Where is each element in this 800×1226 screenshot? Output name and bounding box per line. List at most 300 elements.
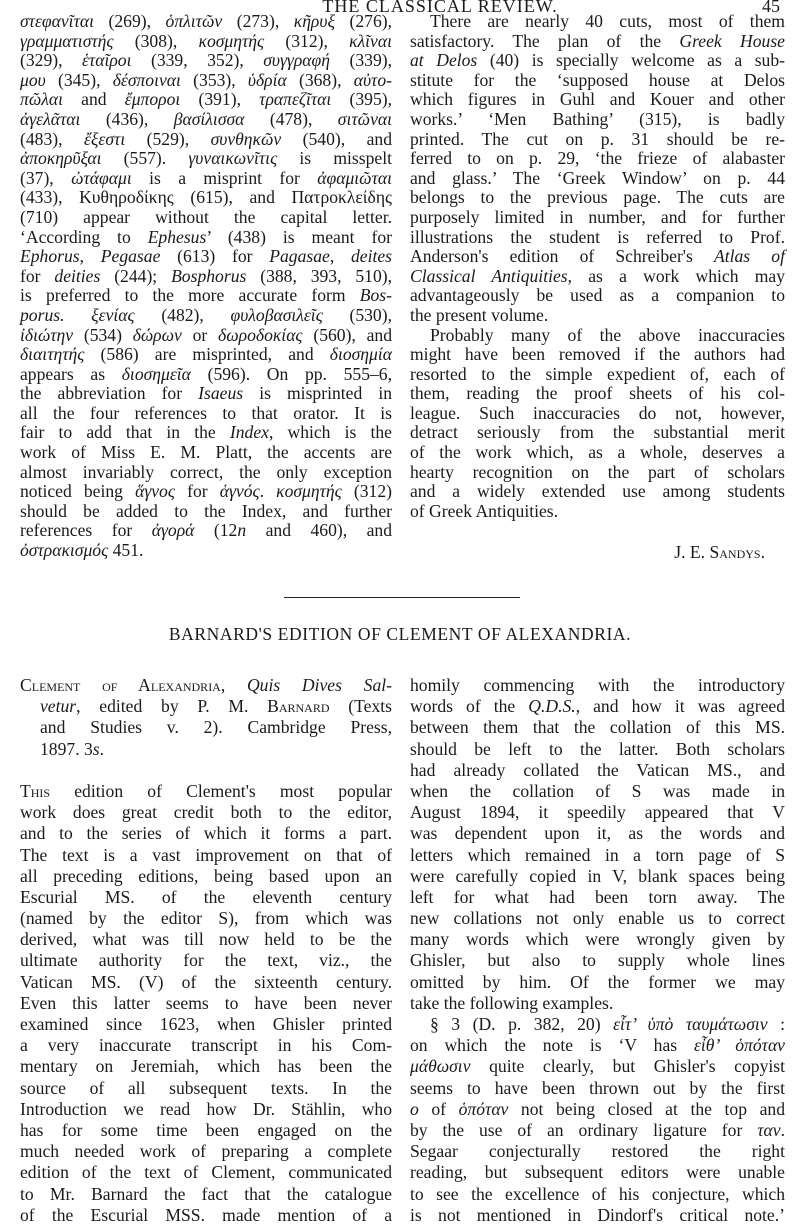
text-line xyxy=(410,463,785,483)
small-caps-run: Clement of Alexandria xyxy=(20,675,221,695)
text-run: and glass.’ The ‘Greek Window’ on p. 44 xyxy=(410,167,785,188)
text-run: belongs to the previous page. The cuts are xyxy=(410,187,785,208)
text-run: (613) for xyxy=(160,246,270,267)
text-line xyxy=(410,169,785,189)
text-run: and a widely extended use among students xyxy=(410,481,785,502)
text-run: , xyxy=(79,246,101,267)
text-line xyxy=(410,1056,785,1077)
text-line xyxy=(410,365,785,385)
text-line xyxy=(20,345,392,365)
text-line xyxy=(410,717,785,738)
signature-block xyxy=(410,543,785,563)
text-line xyxy=(410,823,785,844)
text-line xyxy=(20,1141,392,1162)
text-run: Even this latter seems to have been never xyxy=(20,992,392,1013)
text-line xyxy=(20,1120,392,1141)
text-run: ultimate authority for the text, viz., the xyxy=(20,950,392,971)
italic-run: Pegasae xyxy=(100,246,161,267)
italic-run: Index xyxy=(229,422,269,443)
text-line xyxy=(20,866,392,887)
italic-run: τραπεζῖται xyxy=(259,89,332,110)
text-line xyxy=(410,1014,785,1035)
italic-run: βασίλισσα xyxy=(173,108,245,129)
text-run: (596). On pp. 555–6, xyxy=(190,363,392,384)
text-line xyxy=(410,404,785,424)
text-line xyxy=(20,1205,392,1226)
italic-run: δωροδοκίας xyxy=(218,324,303,345)
italic-run: μου xyxy=(20,69,46,90)
text-run: (339), xyxy=(330,50,393,71)
text-line xyxy=(20,286,392,306)
text-run: 1897. 3 xyxy=(40,738,93,759)
text-run: ‘According to xyxy=(20,226,148,247)
text-run: satisfactory. The plan of the xyxy=(410,30,680,51)
text-run: : xyxy=(767,1014,785,1034)
text-run: § 3 (D. p. 382, 20) xyxy=(430,1014,614,1034)
paragraph xyxy=(20,12,392,561)
text-run: (Texts xyxy=(329,696,392,717)
text-line xyxy=(410,51,785,71)
italic-run: δέσποιναι xyxy=(112,69,181,90)
text-line xyxy=(410,1078,785,1099)
text-run: examined since 1623, when Ghisler printed xyxy=(20,1014,392,1034)
text-run: (534) xyxy=(73,324,133,345)
italic-run: vetur xyxy=(40,696,77,717)
text-run: to see the excellence of his conjecture, which xyxy=(410,1183,785,1204)
text-line xyxy=(20,1035,392,1056)
text-line xyxy=(410,149,785,169)
italic-run: ξενίας xyxy=(91,304,135,325)
text-line xyxy=(20,384,392,404)
text-run: Vatican MS. (V) of the sixteenth century. xyxy=(20,971,392,992)
italic-run: Greek House xyxy=(679,30,785,51)
text-run: has for some time been engaged on the xyxy=(20,1119,392,1140)
text-run: Escurial MS. of the eleventh century xyxy=(20,886,392,907)
paragraph xyxy=(410,326,785,522)
italic-run: Bos- xyxy=(359,285,392,306)
text-line xyxy=(410,345,785,365)
text-run: for xyxy=(175,481,220,502)
text-line xyxy=(410,384,785,404)
text-line xyxy=(20,130,392,150)
text-run: and to the series of which it forms a part. xyxy=(20,823,392,844)
paragraph xyxy=(20,781,392,1226)
text-run: Segaar conjecturally restored the right xyxy=(410,1141,785,1162)
text-run: might have been removed if the authors had xyxy=(410,344,785,365)
text-run: detract seriously from the substantial merit xyxy=(410,422,785,443)
italic-run: ἔμποροι xyxy=(124,89,181,110)
text-run: were carefully copied in V, blank spaces being xyxy=(410,865,785,886)
text-run: work does great credit both to the editor, xyxy=(20,802,392,823)
text-run: (312) xyxy=(341,481,393,502)
text-line xyxy=(20,696,392,717)
text-run: (37), xyxy=(20,167,72,188)
italic-run: αὐτο- xyxy=(353,69,392,90)
text-run: (12 xyxy=(194,520,238,541)
italic-run: κοσμητής xyxy=(276,481,342,502)
italic-run: συνθηκῶν xyxy=(210,128,282,149)
text-line xyxy=(410,887,785,908)
text-line xyxy=(20,1184,392,1205)
italic-run: εἶθ’ ὁπόταν xyxy=(693,1035,785,1056)
text-line xyxy=(410,110,785,130)
text-line xyxy=(410,130,785,150)
text-run: omitted by him. Of the former we may xyxy=(410,971,785,992)
italic-run: γραμματιστής xyxy=(20,30,114,51)
text-line xyxy=(20,717,392,738)
text-line xyxy=(410,286,785,306)
text-line xyxy=(410,950,785,971)
italic-run: n xyxy=(237,520,247,541)
text-run: resorted to the simple expedient of, each of xyxy=(410,363,785,384)
text-run: (276), xyxy=(334,11,393,31)
text-run: stitute for the ‘supposed house at Delos xyxy=(410,69,785,90)
italic-run: φυλοβασιλεῖς xyxy=(230,304,323,325)
text-run: , edited by P. M. xyxy=(76,696,268,717)
text-line xyxy=(20,228,392,248)
italic-run: Atlas of xyxy=(713,246,785,267)
text-run: references for xyxy=(20,520,152,541)
text-run: the abbreviation for xyxy=(20,383,199,404)
text-run: and Studies v. 2). Cambridge Press, xyxy=(40,717,392,738)
text-line xyxy=(20,463,392,483)
text-run: homily commencing with the introductory xyxy=(410,675,785,695)
text-run: of the Escurial MSS. made mention of a xyxy=(20,1204,392,1225)
text-run: (433), Κυθηροδίκης (615), and Πατροκλείδης xyxy=(20,187,392,208)
text-run: advantageously be used as a companion to xyxy=(410,285,785,306)
text-run: seems to have been thrown out by the first xyxy=(410,1077,785,1098)
text-run: , and how it was agreed xyxy=(575,696,785,717)
text-line xyxy=(20,675,392,696)
italic-run: ἅγνος xyxy=(135,481,175,502)
text-line xyxy=(20,908,392,929)
italic-run: εἶτ’ ὑπὸ ταυμάτωσιν xyxy=(613,1014,768,1034)
text-line xyxy=(410,208,785,228)
italic-run: δώρων xyxy=(132,324,182,345)
text-line xyxy=(410,228,785,248)
italic-run: ἀγορά xyxy=(151,520,195,541)
text-line xyxy=(20,1078,392,1099)
text-run: source of all subsequent texts. In the xyxy=(20,1077,392,1098)
text-run: is preferred to the more accurate form xyxy=(20,285,360,306)
italic-run: at Delos xyxy=(410,50,478,71)
text-run: (391), xyxy=(180,89,260,110)
text-run: many words which were wrongly given by xyxy=(410,929,785,950)
text-run: noticed being xyxy=(20,481,136,502)
italic-run: deities xyxy=(54,265,101,286)
text-run: letters which remained in a torn page of S xyxy=(410,844,785,865)
text-run: hearty recognition on the part of scholars xyxy=(410,461,785,482)
text-line xyxy=(20,739,392,760)
text-run: August 1894, it speedily appeared that V xyxy=(410,802,785,823)
text-line xyxy=(20,423,392,443)
text-run: (395), xyxy=(331,89,393,110)
text-run: works.’ ‘Men Bathing’ (315), is badly xyxy=(410,108,785,129)
italic-run: διοσημία xyxy=(329,344,392,365)
text-line xyxy=(410,247,785,267)
text-run: is not mentioned in Dindorf's critical note.’ xyxy=(410,1204,785,1225)
text-line xyxy=(20,90,392,110)
italic-run: ὁπόταν xyxy=(458,1098,509,1119)
text-line xyxy=(20,267,392,287)
text-run: 451. xyxy=(108,540,144,561)
italic-run: Pagasae xyxy=(269,246,330,267)
text-line xyxy=(410,1184,785,1205)
text-line xyxy=(410,267,785,287)
text-line xyxy=(20,482,392,502)
italic-run: Quis Dives Sal- xyxy=(246,675,393,695)
article-right-column xyxy=(410,675,785,1226)
signature: J. E. Sandys. xyxy=(674,542,765,562)
text-run: is misspelt xyxy=(277,148,392,169)
text-run: (345), xyxy=(45,69,113,90)
text-run: , xyxy=(329,246,351,267)
text-run: and 460), and xyxy=(246,520,393,541)
italic-run: ἔξεστι xyxy=(83,128,126,149)
text-line xyxy=(20,993,392,1014)
text-run: , which is the xyxy=(268,422,392,443)
italic-run: Bosphorus xyxy=(171,265,247,286)
italic-run: Classical Antiquities xyxy=(410,265,568,286)
text-line xyxy=(20,188,392,208)
text-run: a very inaccurate transcript in his Com- xyxy=(20,1035,392,1056)
italic-run: Isaeus xyxy=(198,383,244,404)
text-run: new collations not only enable us to correct xyxy=(410,908,785,929)
text-run: (308), xyxy=(113,30,199,51)
text-run: (529), xyxy=(125,128,211,149)
text-run: between them that the collation of this MS. xyxy=(410,717,785,738)
text-run: all preceding editions, being based upon an xyxy=(20,865,392,886)
text-run: (530), xyxy=(322,304,392,325)
text-run: them, reading the proof sheets of his col- xyxy=(410,383,785,404)
text-line xyxy=(410,306,785,326)
text-run: purposely limited in number, and for further xyxy=(410,206,785,227)
text-run: edition of the text of Clement, communicated xyxy=(20,1162,392,1183)
text-line xyxy=(410,1099,785,1120)
italic-run: ὑδρία xyxy=(247,69,287,90)
text-run: all the four references to that orator. It is xyxy=(20,402,392,423)
text-line xyxy=(20,781,392,802)
text-line xyxy=(20,541,392,561)
text-run: should be left to the latter. Both scholars xyxy=(410,738,785,759)
italic-run: διαιτητής xyxy=(20,344,85,365)
text-run: league. Such inaccuracies do not, however, xyxy=(410,402,785,423)
text-run: is misprinted in xyxy=(243,383,393,404)
running-title: THE CLASSICAL REVIEW. xyxy=(322,0,558,16)
text-run: of xyxy=(418,1098,459,1119)
text-line xyxy=(20,208,392,228)
text-line xyxy=(20,306,392,326)
text-line xyxy=(20,71,392,91)
text-line xyxy=(410,188,785,208)
text-run: not being closed at the top and xyxy=(508,1098,785,1119)
italic-run: ο xyxy=(410,1098,419,1119)
text-line xyxy=(410,1035,785,1056)
text-run: (478), xyxy=(244,108,338,129)
text-line xyxy=(410,1120,785,1141)
text-run: fair to add that in the xyxy=(20,422,230,443)
text-run: , xyxy=(220,675,247,695)
text-run: quite clearly, but Ghisler's copyist xyxy=(470,1056,785,1077)
article-title: BARNARD'S EDITION OF CLEMENT OF ALEXANDRIA. xyxy=(168,624,632,644)
text-run: by the use of an ordinary ligature for xyxy=(410,1119,758,1140)
italic-run: ὠτάφαμι xyxy=(71,167,132,188)
text-line xyxy=(410,739,785,760)
text-line xyxy=(20,929,392,950)
text-line xyxy=(410,760,785,781)
text-run: (436), xyxy=(80,108,174,129)
text-line xyxy=(20,149,392,169)
text-line xyxy=(410,972,785,993)
text-run: edition of Clement's most popular xyxy=(50,780,392,801)
text-line xyxy=(20,326,392,346)
italic-run: ταν xyxy=(757,1119,781,1140)
italic-run: σιτῶναι xyxy=(337,108,392,129)
text-line xyxy=(410,12,785,32)
text-line xyxy=(20,169,392,189)
italic-run: ὀστρακισμός xyxy=(20,540,109,561)
text-run: should be added to the Index, and further xyxy=(20,500,392,521)
text-line xyxy=(410,90,785,110)
text-line xyxy=(20,443,392,463)
text-run: work of Miss E. M. Platt, the accents are xyxy=(20,442,392,463)
text-line xyxy=(410,1205,785,1226)
text-run: mentary on Jeremiah, which has been the xyxy=(20,1056,392,1077)
text-line xyxy=(410,908,785,929)
text-run: (244); xyxy=(100,265,172,286)
text-line xyxy=(20,972,392,993)
text-run: of Greek Antiquities. xyxy=(410,500,559,521)
italic-run: γυναικωνῖτις xyxy=(188,148,278,169)
text-run: left for what had been torn away. The xyxy=(410,886,785,907)
text-run: Probably many of the above inaccuracies xyxy=(430,324,785,345)
text-line xyxy=(20,1014,392,1035)
text-run: appears as xyxy=(20,363,122,384)
text-run xyxy=(64,305,91,325)
text-run: (368), xyxy=(286,69,354,90)
italic-run: Ephesus xyxy=(147,226,207,247)
page-number: 45 xyxy=(762,0,780,16)
text-run: (540), and xyxy=(281,128,393,149)
italic-run: s xyxy=(92,738,100,759)
text-run: or xyxy=(181,324,219,345)
text-run: . xyxy=(780,1119,785,1140)
text-line xyxy=(410,781,785,802)
text-line xyxy=(20,404,392,424)
review-right-column xyxy=(410,12,785,521)
italic-run: ἑταῖροι xyxy=(82,50,132,71)
text-line xyxy=(20,12,392,32)
italic-run: κοσμητής xyxy=(198,30,265,51)
text-run: (557). xyxy=(101,148,189,169)
text-line xyxy=(410,326,785,346)
paragraph xyxy=(410,12,785,326)
text-line xyxy=(410,482,785,502)
text-line xyxy=(410,802,785,823)
text-line xyxy=(20,845,392,866)
text-run: (353), xyxy=(180,69,248,90)
text-line xyxy=(410,993,785,1014)
text-line xyxy=(20,1162,392,1183)
italic-run: στεφανῖται xyxy=(20,11,94,31)
text-run: illustrations the student is referred to Prof. xyxy=(410,226,785,247)
paragraph xyxy=(410,1014,785,1226)
paragraph xyxy=(410,675,785,1014)
text-line xyxy=(20,1099,392,1120)
text-run: on which the note is ‘V has xyxy=(410,1035,694,1056)
text-line xyxy=(20,247,392,267)
text-run: The text is a vast improvement on that of xyxy=(20,844,392,865)
italic-run: ἀγελᾶται xyxy=(20,108,81,129)
text-run: reading, but subsequent editors were unable xyxy=(410,1162,785,1183)
italic-run: ἁγνός xyxy=(219,481,260,502)
text-run: Ghisler, but also to supply whole lines xyxy=(410,950,785,971)
text-run: which figures in Guhl and Kouer and other xyxy=(410,89,785,110)
italic-run: κῆρυξ xyxy=(293,11,335,31)
review-left-column xyxy=(20,12,392,561)
text-run: printed. The cut on p. 31 should be re- xyxy=(410,128,785,149)
text-line xyxy=(410,502,785,522)
text-line xyxy=(20,110,392,130)
text-line xyxy=(20,365,392,385)
text-run: There are nearly 40 cuts, most of them xyxy=(430,11,785,31)
text-run: (388, 393, 510), xyxy=(246,265,393,286)
italic-run: deites xyxy=(350,246,393,267)
text-run: ’ (438) is meant for xyxy=(206,226,392,247)
text-run: (312), xyxy=(264,30,350,51)
text-run: (339, 352), xyxy=(131,50,264,71)
text-run: (273), xyxy=(222,11,294,31)
italic-run: ὁπλιτῶν xyxy=(165,11,223,31)
text-run: (586) are misprinted, and xyxy=(84,344,330,365)
text-run: (560), and xyxy=(302,324,393,345)
text-run: (329), xyxy=(20,50,82,71)
paragraph-gap xyxy=(20,760,392,781)
text-run: to Mr. Barnard the fact that the catalogue xyxy=(20,1183,392,1204)
text-line xyxy=(20,51,392,71)
text-line xyxy=(20,502,392,522)
text-line xyxy=(410,696,785,717)
text-run: (482), xyxy=(134,304,231,325)
text-line xyxy=(410,845,785,866)
small-caps-run: This xyxy=(20,780,51,801)
text-run: and xyxy=(62,89,125,110)
text-run: for xyxy=(20,265,55,286)
text-line xyxy=(20,521,392,541)
text-run: of the work which, as a whole, deserves a xyxy=(410,442,785,463)
italic-run: ἀφαμιῶται xyxy=(317,167,393,188)
text-line xyxy=(20,1056,392,1077)
text-line xyxy=(410,866,785,887)
italic-run: Ephorus xyxy=(20,246,80,267)
text-run: when the collation of S was made in xyxy=(410,780,785,801)
text-run: Introduction we read how Dr. Stählin, who xyxy=(20,1098,392,1119)
text-line xyxy=(410,443,785,463)
text-line xyxy=(410,675,785,696)
article-left-column xyxy=(20,675,392,1226)
text-run: , as a work which may xyxy=(567,265,785,286)
text-run: (710) appear without the capital letter. xyxy=(20,206,392,227)
italic-run: κλῖναι xyxy=(349,30,392,51)
text-run: much needed work of preparing a complete xyxy=(20,1141,392,1162)
text-line xyxy=(20,887,392,908)
italic-run: μάθωσιν xyxy=(410,1056,471,1077)
text-run: ferred to on p. 29, ‘the frieze of alabaster xyxy=(410,148,785,169)
text-run: . xyxy=(259,481,277,502)
text-run: (40) is specially welcome as a sub- xyxy=(477,50,785,71)
text-run: Anderson's edition of Schreiber's xyxy=(410,246,714,267)
text-run: was dependent upon it, as the words and xyxy=(410,823,785,844)
